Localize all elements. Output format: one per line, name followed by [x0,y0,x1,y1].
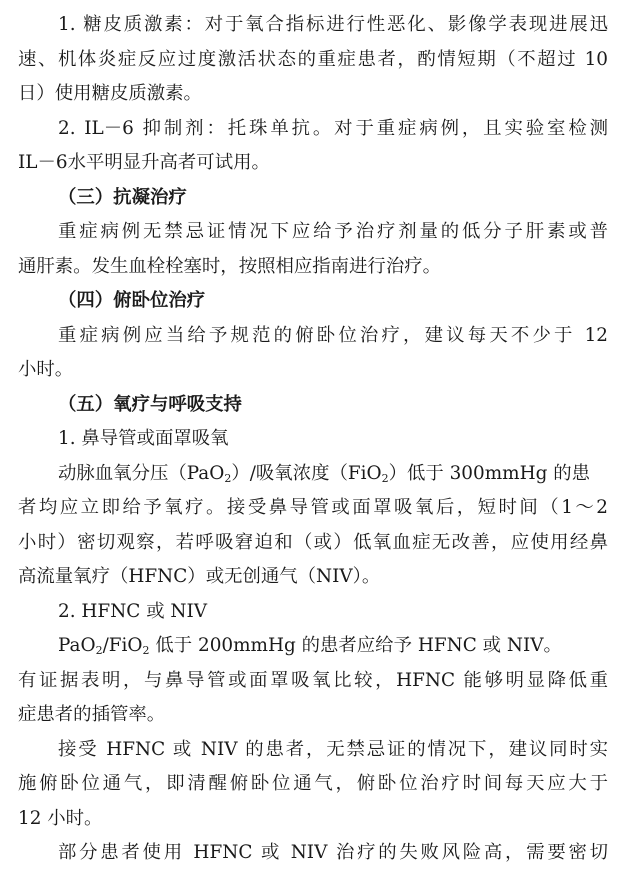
section-heading-prone-position: （四）俯卧位治疗 [58,290,206,311]
subscript: 2 [95,644,103,657]
paragraph-line: 小时）密切观察，若呼吸窘迫和（或）低氧血症无改善，应使用经鼻 [18,531,608,553]
paragraph-line: 部分患者使用 HFNC 或 NIV 治疗的失败风险高，需要密切 [58,842,608,863]
paragraph-line: 小时。 [18,359,74,380]
paragraph-line: 通肝素。发生血栓栓塞时，按照相应指南进行治疗。 [18,255,441,277]
paragraph-line: 接受 HFNC 或 NIV 的患者，无禁忌证的情况下，建议同时实 [58,738,608,760]
section-heading-oxygen-therapy: （五）氧疗与呼吸支持 [58,393,242,415]
paragraph-line: 12 小时。 [18,807,103,829]
document-page [18,8,608,871]
paragraph-line: 施俯卧位通气，即清醒俯卧位通气，俯卧位治疗时间每天应大于 [18,773,608,794]
paragraph-line [18,457,608,492]
paragraph-line: 1. 糖皮质激素：对于氧合指标进行性恶化、影像学表现进展迅 [58,14,608,35]
paragraph-line: 日）使用糖皮质激素。 [18,83,202,104]
paragraph-line: 重症病例应当给予规范的俯卧位治疗，建议每天不少于 12 [58,324,608,346]
paragraph-line: 重症病例无禁忌证情况下应给予治疗剂量的低分子肝素或普 [58,221,608,242]
subscript: 2 [142,644,150,657]
subsection-heading: 1. 鼻导管或面罩吸氧 [58,428,229,449]
section-heading-anticoagulation: （三）抗凝治疗 [58,186,187,208]
paragraph-line: 者均应立即给予氧疗。接受鼻导管或面罩吸氧后，短时间（1～2 [18,497,608,518]
text-span: 动脉血氧分压（PaO [58,462,225,484]
text-span: 低于 200mmHg 的患者应给予 HFNC 或 NIV。 [149,635,562,656]
paragraph-line: IL－6水平明显升高者可试用。 [18,152,270,173]
paragraph-line: 症患者的插管率。 [18,704,166,725]
subsection-heading: 2. HFNC 或 NIV [58,600,208,622]
paragraph-line: 速、机体炎症反应过度激活状态的重症患者，酌情短期（不超过 10 [18,48,608,70]
text-span: /FiO [102,635,143,656]
paragraph-line [18,629,608,664]
paragraph-line: 2. IL－6 抑制剂：托珠单抗。对于重症病例，且实验室检测 [58,117,608,139]
paragraph-line: 有证据表明，与鼻导管或面罩吸氧比较，HFNC 能够明显降低重 [18,669,608,691]
text-span: ）/吸氧浓度（FiO [231,462,382,484]
text-span: ）低于 300mmHg 的患 [388,462,591,484]
text-span: PaO [58,635,96,656]
subscript: 2 [224,471,232,485]
paragraph-line: 高流量氧疗（HFNC）或无创通气（NIV）。 [18,566,381,587]
subscript: 2 [381,471,389,485]
